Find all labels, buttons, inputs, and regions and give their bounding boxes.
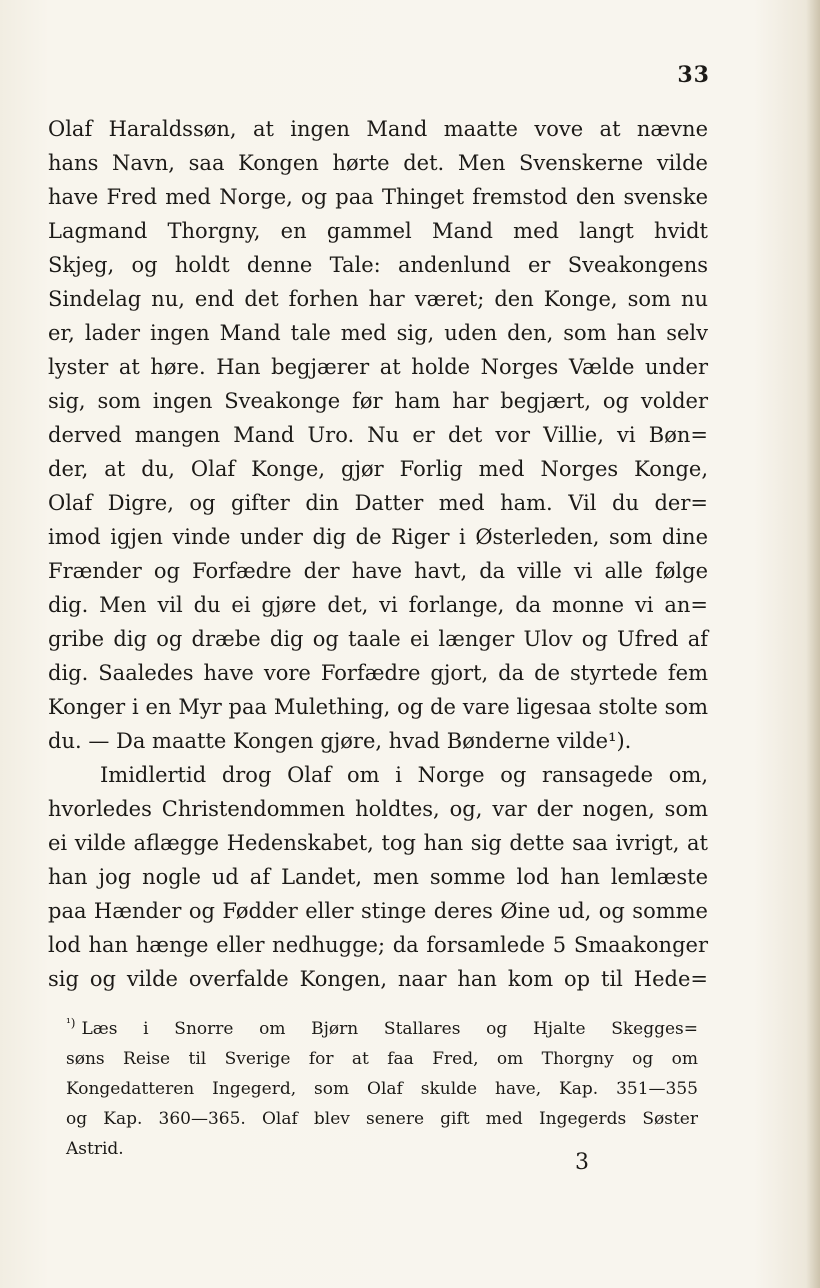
text-line: lyster at høre. Han begjærer at holde Norges Vælde under xyxy=(48,355,708,379)
text-line: gribe dig og dræbe dig og taale ei længer Ulov og Ufred af xyxy=(48,627,708,651)
text-line: der, at du, Olaf Konge, gjør Forlig med Norges Konge, xyxy=(48,457,708,481)
text-line: Konger i en Myr paa Mulething, og de vare ligesaa stolte som xyxy=(48,695,708,719)
text-line: derved mangen Mand Uro. Nu er det vor Villie, vi Bøn= xyxy=(48,423,708,447)
text-line: hans Navn, saa Kongen hørte det. Men Svenskerne vilde xyxy=(48,151,708,175)
footnote xyxy=(66,1014,698,1164)
paragraph-start-line: Imidlertid drog Olaf om i Norge og ransagede om, xyxy=(100,763,708,787)
signature-mark: 3 xyxy=(575,1150,589,1175)
text-line: han jog nogle ud af Landet, men somme lod han lemlæste xyxy=(48,865,708,889)
text-line: Skjeg, og holdt denne Tale: andenlund er Sveakongens xyxy=(48,253,708,277)
text-line: er, lader ingen Mand tale med sig, uden den, som han selv xyxy=(48,321,708,345)
footnote-line: og Kap. 360—365. Olaf blev senere gift med Ingegerds Søster xyxy=(66,1109,698,1129)
footnote-line: Astrid. xyxy=(66,1139,124,1159)
text-line: ei vilde aflægge Hedenskabet, tog han sig dette saa ivrigt, at xyxy=(48,831,708,855)
text-line: hvorledes Christendommen holdtes, og, var der nogen, som xyxy=(48,797,708,821)
text-line: Olaf Haraldssøn, at ingen Mand maatte vove at nævne xyxy=(48,117,708,141)
text-line: imod igjen vinde under dig de Riger i Østerleden, som dine xyxy=(48,525,708,549)
text-line: Frænder og Forfædre der have havt, da ville vi alle følge xyxy=(48,559,708,583)
text-line: du. — Da maatte Kongen gjøre, hvad Bønderne vilde¹). xyxy=(48,729,632,753)
text-line: paa Hænder og Fødder eller stinge deres Øine ud, og somme xyxy=(48,899,708,923)
text-line: Lagmand Thorgny, en gammel Mand med langt hvidt xyxy=(48,219,708,243)
text-line: lod han hænge eller nedhugge; da forsamlede 5 Smaakonger xyxy=(48,933,708,957)
footnote-line: Kongedatteren Ingegerd, som Olaf skulde have, Kap. 351—355 xyxy=(66,1079,698,1099)
footnote-line: søns Reise til Sverige for at faa Fred, om Thorgny og om xyxy=(66,1049,698,1069)
text-line: Sindelag nu, end det forhen har været; den Konge, som nu xyxy=(48,287,708,311)
text-line: have Fred med Norge, og paa Thinget fremstod den svenske xyxy=(48,185,708,209)
footnote-line xyxy=(66,1014,698,1044)
footnote-marker: ¹) xyxy=(66,1016,76,1031)
body-text xyxy=(48,112,708,996)
text-line: sig og vilde overfalde Kongen, naar han kom op til Hede= xyxy=(48,967,708,991)
text-line: dig. Men vil du ei gjøre det, vi forlange, da monne vi an= xyxy=(48,593,708,617)
text-line: dig. Saaledes have vore Forfædre gjort, da de styrtede fem xyxy=(48,661,708,685)
page-edge-shadow xyxy=(806,0,820,1288)
text-line: sig, som ingen Sveakonge før ham har begjært, og volder xyxy=(48,389,708,413)
page-number: 33 xyxy=(677,62,710,88)
footnote-text: Læs i Snorre om Bjørn Stallares og Hjalte Skegges= xyxy=(81,1019,698,1039)
text-line: Olaf Digre, og gifter din Datter med ham. Vil du der= xyxy=(48,491,708,515)
